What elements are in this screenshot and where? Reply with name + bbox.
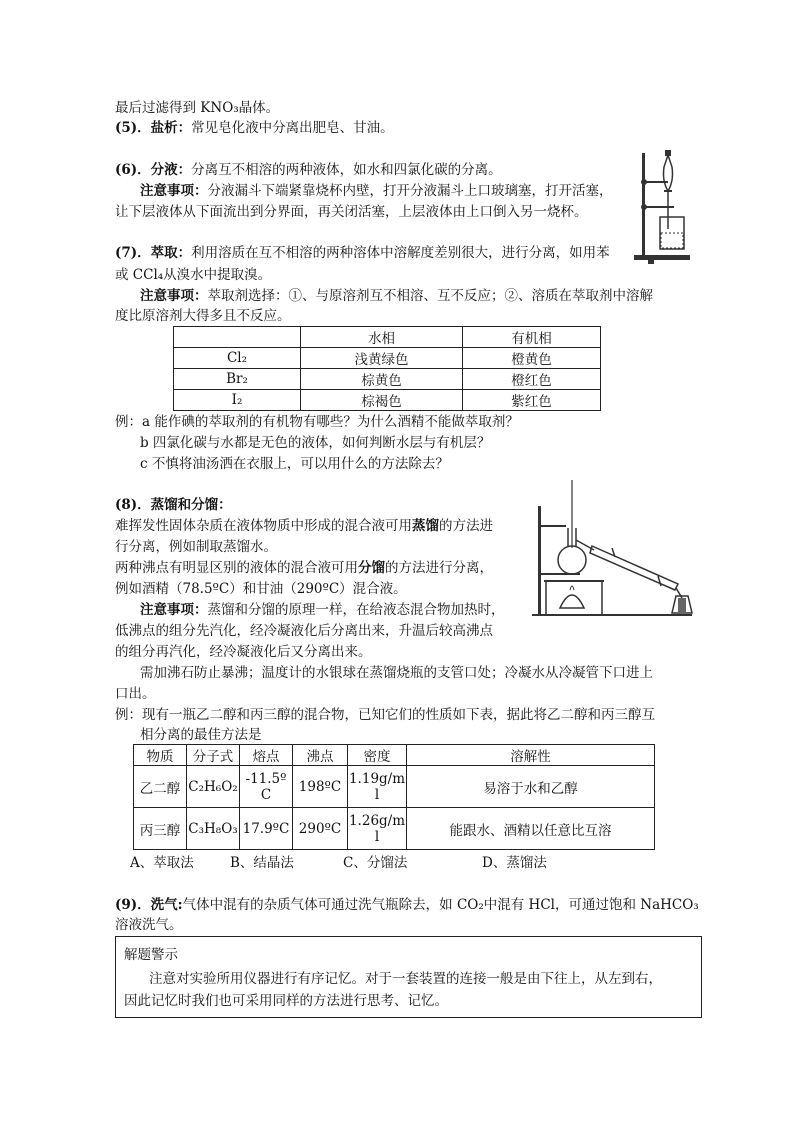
alcohol-properties-table [133, 744, 655, 850]
table-header-cell: 沸点 [293, 745, 348, 766]
cell-line: C [260, 786, 272, 803]
section-6-text: 分离互不相溶的两种液体，如水和四氯化碳的分离。 [191, 162, 502, 178]
section-9-text-2: 溶液洗气。 [115, 917, 183, 933]
option-b: B、结晶法 [230, 855, 294, 871]
section-9-text-1: 气体中混有的杂质气体可通过洗气瓶除去，如 CO₂中混有 HCl，可通过饱和 NaHCO₃ [182, 897, 699, 913]
example-line-2: 相分离的最佳方法是 [140, 727, 262, 743]
table-cell: 易溶于水和乙醇 [407, 766, 655, 808]
section-7-text-1: 利用溶质在互不相溶的两种溶体中溶解度差别很大，进行分离，如用苯 [191, 245, 610, 261]
table-cell: Br₂ [174, 369, 301, 390]
table-cell: 能跟水、酒精以任意比互溶 [407, 808, 655, 850]
section-6-note-head: 注意事项： [140, 183, 208, 199]
section-8-note-4: 需加沸石防止暴沸；温度计的水银球在蒸馏烧瓶的支管口处；冷凝水从冷凝管下口进上 [140, 665, 653, 681]
table-cell: 橙黄色 [463, 348, 601, 369]
table-header-cell: 密度 [348, 745, 407, 766]
tip-title: 解题警示 [124, 947, 178, 963]
question-a: 例：a 能作碘的萃取剂的有机物有哪些？为什么酒精不能做萃取剂？ [115, 414, 519, 430]
section-8-note-5: 口出。 [115, 686, 156, 702]
section-8-p1-2: 行分离，例如制取蒸馏水。 [115, 539, 277, 555]
text-span: 的方法进行分离， [385, 560, 493, 576]
table-cell: 丙三醇 [134, 808, 187, 850]
table-cell: C₂H₆O₂ [187, 766, 240, 808]
section-8-head-line [115, 495, 232, 515]
section-6-head: (6)．分液： [115, 162, 192, 178]
cell-line: 1.26g/m [348, 812, 406, 829]
section-7-note-1: 萃取剂选择：①、与原溶剂互不相溶、互不反应；②、溶质在萃取剂中溶解 [207, 288, 653, 304]
table-header-cell: 有机相 [463, 327, 601, 348]
table-row [174, 390, 601, 411]
distillation-apparatus-figure [530, 478, 700, 628]
table-cell: 橙红色 [463, 369, 601, 390]
table-row [174, 348, 601, 369]
keyword-distillation: 蒸馏 [412, 518, 439, 534]
table-cell [240, 766, 293, 808]
table-header-row [134, 745, 655, 766]
table-row [134, 766, 655, 808]
keyword-fractionation: 分馏 [358, 560, 385, 576]
table-header-cell: 分子式 [187, 745, 240, 766]
option-a: A、萃取法 [130, 855, 194, 871]
table-header-cell [174, 327, 301, 348]
table-header-cell: 溶解性 [407, 745, 655, 766]
section-8-head: (8)．蒸馏和分馏： [115, 497, 232, 513]
section-9 [115, 895, 699, 915]
text-span: 难挥发性固体杂质在液体物质中形成的混合液可用 [115, 518, 412, 534]
section-6-note-2: 让下层液体从下面流出到分界面，再关闭活塞，上层液体由上口倒入另一烧杯。 [115, 204, 588, 220]
table-header-cell: 物质 [134, 745, 187, 766]
tip-box [115, 936, 702, 1018]
table-cell [348, 766, 407, 808]
tip-line-2: 因此记忆时我们也可采用同样的方法进行思考、记忆。 [124, 993, 448, 1009]
table-row [174, 369, 601, 390]
section-7-text-2: 或 CCl₄从溴水中提取溴。 [115, 267, 272, 283]
table-cell: 17.9ºC [240, 808, 293, 850]
section-8-note-3: 的组分再汽化，经冷凝液化后又分离出来。 [115, 644, 372, 660]
table-row [134, 808, 655, 850]
section-7-note-2: 度比原溶剂大得多且不反应。 [115, 308, 291, 324]
text-span: 两种沸点有明显区别的液体的混合液可用 [115, 560, 358, 576]
section-9-head: (9)．洗气: [115, 897, 183, 913]
option-c: C、分馏法 [343, 855, 408, 871]
table-cell: 198ºC [293, 766, 348, 808]
section-6-note-1: 分液漏斗下端紧靠烧杯内壁，打开分液漏斗上口玻璃塞，打开活塞， [207, 183, 613, 199]
table-header-cell: 熔点 [240, 745, 293, 766]
section-7-note-head: 注意事项： [140, 288, 208, 304]
table-header-cell: 水相 [301, 327, 463, 348]
section-5 [115, 118, 394, 138]
table-cell: 浅黄绿色 [301, 348, 463, 369]
section-7-note [140, 286, 653, 306]
section-8-note-head: 注意事项： [140, 602, 208, 618]
option-d: D、蒸馏法 [482, 855, 547, 871]
text-span: 的方法进 [439, 518, 493, 534]
section-7 [115, 243, 610, 263]
question-b: b 四氯化碳与水都是无色的液体，如何判断水层与有机层？ [140, 435, 491, 451]
table-cell: 棕褐色 [301, 390, 463, 411]
table-cell [348, 808, 407, 850]
example-line-1: 例：现有一瓶乙二醇和丙三醇的混合物，已知它们的性质如下表，据此将乙二醇和丙三醇互 [115, 707, 655, 723]
section-5-text: 常见皂化液中分离出肥皂、甘油。 [191, 120, 394, 136]
table-cell: 棕黄色 [301, 369, 463, 390]
tip-line-1: 注意对实验所用仪器进行有序记忆。对于一套装置的连接一般是由下往上，从左到右， [149, 971, 662, 987]
section-8-p2 [115, 558, 493, 578]
section-6 [115, 160, 502, 180]
cell-line: -11.5º [245, 770, 287, 787]
extraction-color-table [173, 326, 601, 411]
separatory-funnel-figure [630, 145, 700, 265]
table-cell: I₂ [174, 390, 301, 411]
prev-line: 最后过滤得到 KNO₃晶体。 [115, 100, 280, 116]
question-c: c 不慎将油汤洒在衣服上，可以用什么的方法除去？ [140, 456, 449, 472]
section-8-p1 [115, 516, 493, 536]
section-8-note [140, 600, 505, 620]
table-cell: C₃H₈O₃ [187, 808, 240, 850]
section-6-note [140, 181, 613, 201]
section-7-head: (7)．萃取： [115, 245, 192, 261]
section-8-note-2: 低沸点的组分先汽化，经冷凝液化后分离出来，升温后较高沸点 [115, 623, 493, 639]
section-8-note-1: 蒸馏和分馏的原理一样，在给液态混合物加热时， [207, 602, 505, 618]
cell-line: l [374, 786, 380, 803]
cell-line: 1.19g/m [348, 770, 406, 787]
table-cell: 乙二醇 [134, 766, 187, 808]
table-cell: Cl₂ [174, 348, 301, 369]
section-5-head: (5)．盐析： [115, 120, 192, 136]
table-header-row [174, 327, 601, 348]
section-8-p2-2: 例如酒精（78.5ºC）和甘油（290ºC）混合液。 [115, 581, 407, 597]
table-cell: 290ºC [293, 808, 348, 850]
cell-line: l [374, 828, 380, 845]
table-cell: 紫红色 [463, 390, 601, 411]
